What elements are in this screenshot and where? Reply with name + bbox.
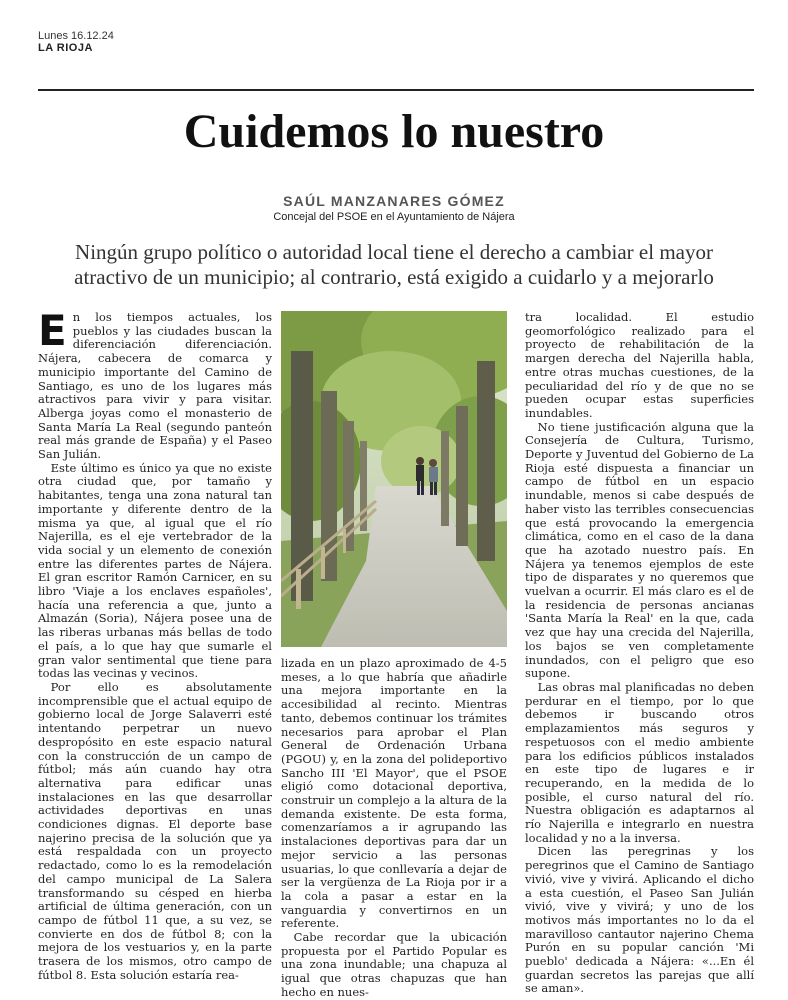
page-header <box>38 30 114 55</box>
paragraph: tra localidad. El estudio geomorfológico realizado para el proyecto de rehabilitación de la margen derecha del Najerilla habla, entre otras muchas cuestiones, de la peculiaridad del río y de que no se pueden ocupar estas superficies inundables. <box>525 310 754 420</box>
paragraph: Este último es único ya que no existe otra ciudad que, por tamaño y habitantes, tenga una zona natural tan importante y diferente dentro de la misma ya que, al igual que el río Najerilla, es el eje vertebrador de la vida social y un elemento de conexión entre las diferentes partes de Nájera. El gran escritor Ramón Carnicer, en su libro 'Viaje a los enclaves españoles', hacía una referencia a que, junto a Almazán (Soria), Nájera posee una de las riberas urbanas más bellas de todo el país, a lo que hay que sumarle el gran valor sentimental que tiene para todas las vecinas y vecinos. <box>38 460 272 681</box>
column-2 <box>281 657 507 1000</box>
section-name: LA RIOJA <box>38 42 93 54</box>
paragraph: Las obras mal planificadas no deben perdurar en el tiempo, por lo que debemos ir buscando otros emplazamientos más seguros y respetuosos con el medio ambiente para los edificios públicos instalados en este tipo de lugares e ir recuperando, en la medida de lo posible, el curso natural del río. Nuestra obligación es adaptarnos al río Najerilla e integrarlo en nuestra localidad y no a la inversa. <box>525 679 754 845</box>
column-1 <box>38 306 272 982</box>
paragraph: Cabe recordar que la ubicación propuesta por el Partido Popular es una zona inundable; una chapuza al igual que otras chapuzas que han hecho en nues- <box>281 930 507 999</box>
article-title: Cuidemos lo nuestro <box>183 105 605 158</box>
publication-date: Lunes 16.12.24 <box>38 30 114 42</box>
paragraph: lizada en un plazo aproximado de 4-5 meses, a lo que habría que añadirle una mejora importante en la accesibilidad al recinto. Mientras tanto, debemos continuar los trámites necesarios para aprobar el Plan General de Ordenación Urbana (PGOU) y, en la zona del polideportivo Sancho III 'El Mayor', que el PSOE eligió como dotacional deportiva, construir un complejo a la altura de la demanda existente. De esta forma, comenzaríamos a ir agrupando las instalaciones deportivas para dar un mejor servicio a las personas usuarias, lo que conllevaría a dejar de ser la vergüenza de La Rioja por ir a la cola a pasar a estar en la vanguardia y convertirnos en un referente. <box>281 656 507 931</box>
paragraph-text: n los tiempos actuales, los pueblos y las ciudades buscan la diferenciación diferenciación. Nájera, cabecera de comarca y municipio importante del Camino de Santiago, es uno de los lugares más atractivos para vivir y para visitar. Alberga joyas como el monasterio de Santa María La Real (segundo panteón real más grande de España) y el Paseo San Julián. <box>38 310 272 462</box>
paragraph <box>38 306 272 462</box>
author-role: Concejal del PSOE en el Ayuntamiento de Nájera <box>273 211 515 223</box>
paragraph: Dicen las peregrinas y los peregrinos que el Camino de Santiago vivió, vive y vivirá. Aplicando el dicho a esta cuestión, el Paseo San Julián vivió, vive y vivirá; y uno de los motivos más importantes no lo da el maravilloso cantautor najerino Chema Purón en su popular canción 'Mi pueblo' dedicada a Nájera: «...En él guardan secretos las parejas que allí se aman». <box>525 844 754 996</box>
drop-cap: E <box>38 306 67 355</box>
paragraph: No tiene justificación alguna que la Consejería de Cultura, Turismo, Deporte y Juventud del Gobierno de La Rioja esté dispuesta a financiar un campo de fútbol en un espacio inundable, menos si cabe después de haber visto las terribles consecuencias que está provocando la emergencia climática, como en el caso de la dana que ha azotado nuestro país. En Nájera ya tenemos ejemplos de este tipo de disparates y no queremos que vuelvan a ocurrir. El más claro es el de la residencia de personas ancianas 'Santa María la Real' en la que, cada vez que hay una crecida del Najerilla, los bajos se ven completamente inundados, con el peligro que eso supone. <box>525 419 754 681</box>
paragraph: Por ello es absolutamente incomprensible que el actual equipo de gobierno local de Jorge Salaverri esté intentando perpetrar un nuevo despropósito en este espacio natural con la construcción de un campo de fútbol; más aún cuando hay otra alternativa para edificar unas instalaciones en las que desarrollar actividades deportivas en unas condiciones dignas. El deporte base najerino precisa de la solución que ya está respaldada con un proyecto redactado, como lo es la remodelación del campo municipal de La Salera transformando su césped en hierba artificial de última generación, con un campo de fútbol 11 que, a su vez, se convierte en dos de fútbol 8; con la mejora de los vestuarios y, en la parte trasera de los mismos, otro campo de fútbol 8. Esta solución estaría rea- <box>38 679 272 982</box>
article-photo <box>281 311 507 647</box>
column-3 <box>525 311 754 996</box>
header-rule <box>38 89 754 91</box>
article-subtitle: Ningún grupo político o autoridad local tiene el derecho a cambiar el mayor atractivo de un municipio; al contrario, está exigido a cuidarlo y a mejorarlo <box>74 240 714 289</box>
author-name: SAÚL MANZANARES GÓMEZ <box>283 193 505 209</box>
tree-lined-promenade-image <box>281 311 507 647</box>
